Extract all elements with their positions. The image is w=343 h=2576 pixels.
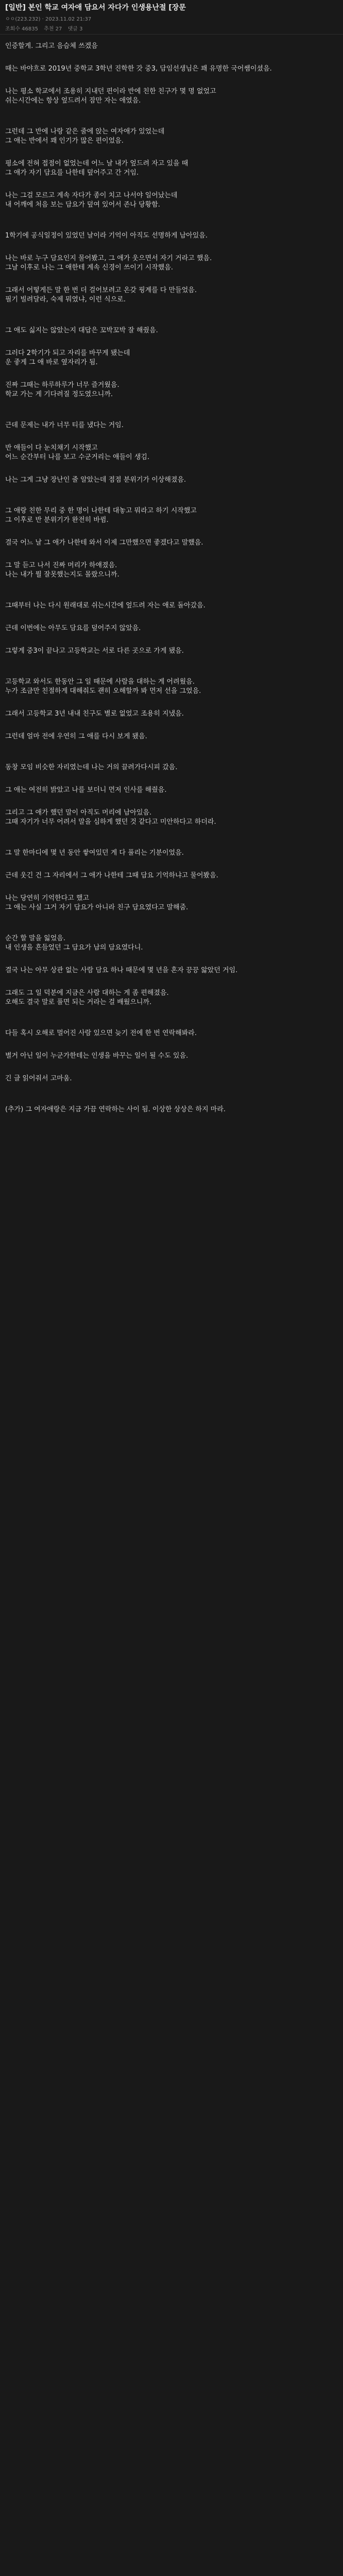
paragraph-line: 그런데 얼마 전에 우연히 그 애를 다시 보게 됐음.	[5, 733, 147, 740]
paragraph-line: 그날 이후로 나는 그 애한테 계속 신경이 쓰이기 시작했음.	[5, 264, 174, 272]
paragraph	[5, 934, 338, 953]
paragraph	[5, 231, 338, 241]
paragraph	[5, 127, 338, 146]
paragraph-line: 근데 웃긴 건 그 자리에서 그 애가 나한테 그때 담요 기억하냐고 물어봤음.	[5, 872, 218, 879]
paragraph-line: 그런데 그 반에 나랑 같은 줄에 앉는 여자애가 있었는데	[5, 128, 165, 135]
paragraph-line: 학교 가는 게 기다려질 정도였으니까.	[5, 391, 113, 398]
paragraph-line: 근데 이번에는 아무도 담요를 덮어주지 않았음.	[5, 624, 141, 632]
paragraph	[5, 286, 338, 304]
paragraph-line: 나는 내가 뭘 잘못했는지도 몰랐으니까.	[5, 571, 119, 579]
paragraph-line: 그렇게 중3이 끝나고 고등학교는 서로 다른 곳으로 가게 됐음.	[5, 647, 184, 655]
paragraph-line: 그때 자기가 너무 어려서 말을 심하게 했던 것 같다고 미안하다고 하더라.	[5, 818, 216, 826]
paragraph	[5, 159, 338, 178]
paragraph	[5, 763, 338, 772]
paragraph-line: 누가 조금만 친절하게 대해줘도 괜히 오해할까 봐 먼저 선을 그었음.	[5, 687, 201, 695]
paragraph	[5, 476, 338, 485]
paragraph-line: 필기 빌려달라, 숙제 뭐였냐, 이런 식으로.	[5, 296, 126, 303]
paragraph	[5, 1052, 338, 1061]
paragraph-line: 그래도 그 일 덕분에 지금은 사람 대하는 게 좀 편해졌음.	[5, 989, 169, 997]
paragraph-line: 때는 바야흐로 2019년 중학교 3학년 진학한 갓 중3, 담임선생님은 꽤 유명한 국어쌤이셨음.	[5, 65, 272, 73]
paragraph-line: 고등학교 와서도 한동안 그 일 때문에 사람을 대하는 게 어려웠음.	[5, 678, 195, 686]
paragraph	[5, 506, 338, 525]
paragraph-line: 결국 나는 아무 상관 없는 사람 담요 하나 때문에 몇 년을 혼자 끙끙 앓았던 거임.	[5, 967, 238, 974]
paragraph	[5, 444, 338, 462]
paragraph-line: 나는 평소 학교에서 조용히 지내던 편이라 반에 친한 친구가 몇 명 없었고	[5, 88, 216, 95]
paragraph-line: 동창 모임 비슷한 자리였는데 나는 거의 끌려가다시피 갔음.	[5, 764, 178, 771]
paragraph-line: 그래서 어떻게든 말 한 번 더 걸어보려고 온갖 핑계를 다 만들었음.	[5, 286, 197, 294]
paragraph	[5, 561, 338, 580]
paragraph	[5, 191, 338, 210]
paragraph	[5, 989, 338, 1007]
paragraph-line: 별거 아닌 일이 누군가한테는 인생을 바꾸는 일이 될 수도 있음.	[5, 1052, 188, 1060]
recommend-count: 추천 27	[44, 26, 62, 32]
paragraph-line: 그 애는 사실 그거 자기 담요가 아니라 친구 담요였다고 말해줌.	[5, 904, 188, 911]
paragraph	[5, 709, 338, 719]
paragraph-line: 나는 바로 누구 담요인지 물어봤고, 그 애가 웃으면서 자기 거라고 했음.	[5, 255, 212, 262]
paragraph-line: 근데 문제는 내가 너무 티를 냈다는 거임.	[5, 421, 124, 429]
paragraph-line: 다들 혹시 오해로 멀어진 사람 있으면 늦기 전에 한 번 연락해봐라.	[5, 1029, 197, 1037]
paragraph-line: 나는 그걸 모르고 계속 자다가 종이 치고 나서야 일어났는데	[5, 192, 178, 199]
paragraph-line: 그러다 2학기가 되고 자리를 바꾸게 됐는데	[5, 349, 130, 357]
paragraph	[5, 1029, 338, 1038]
paragraph	[5, 421, 338, 430]
paragraph	[5, 538, 338, 548]
paragraph-line: 긴 글 읽어줘서 고마움.	[5, 1075, 72, 1082]
paragraph-line: 나는 당연히 기억한다고 했고	[5, 894, 90, 902]
paragraph	[5, 326, 338, 335]
paragraph-line: 반 애들이 다 눈치채기 시작했고	[5, 444, 98, 452]
paragraph-line: 나는 그게 그냥 장난인 줄 알았는데 점점 분위기가 이상해졌음.	[5, 476, 186, 484]
paragraph-line: 내 어깨에 처음 보는 담요가 덮여 있어서 존나 당황함.	[5, 201, 160, 209]
paragraph-line: 그리고 그 애가 했던 말이 아직도 머리에 남아있음.	[5, 809, 152, 817]
paragraph	[5, 349, 338, 367]
paragraph	[5, 601, 338, 611]
paragraph	[5, 894, 338, 912]
paragraph-line: 1학기에 공식일정이 있었던 날이라 기억이 아직도 선명하게 남아있음.	[5, 232, 208, 240]
paragraph	[5, 42, 338, 51]
paragraph-line: 그때부터 나는 다시 원래대로 쉬는시간에 엎드려 자는 애로 돌아갔음.	[5, 602, 205, 609]
paragraph-line: 진짜 그때는 하루하루가 너무 즐거웠음.	[5, 381, 119, 389]
paragraph-line: 그 이후로 반 분위기가 완전히 바뀜.	[5, 516, 109, 524]
paragraph-line: 그 애는 여전히 밝았고 나를 보더니 먼저 인사를 해줬음.	[5, 786, 167, 794]
post-meta: ㅇㅇ(223.232) · 2023.11.02 21:37	[5, 16, 92, 22]
paragraph	[5, 647, 338, 656]
paragraph	[5, 786, 338, 795]
paragraph	[5, 381, 338, 399]
paragraph-line: 결국 어느 날 그 애가 나한테 와서 이제 그만했으면 좋겠다고 말했음.	[5, 539, 203, 547]
paragraph	[5, 1074, 338, 1083]
paragraph	[5, 1105, 338, 1114]
paragraph-line: 그래서 고등학교 3년 내내 친구도 별로 없었고 조용히 지냈음.	[5, 710, 184, 718]
post-body	[0, 35, 343, 1128]
paragraph-line: (추가) 그 여자애랑은 지금 가끔 연락하는 사이 됨. 이상한 상상은 하지 마라.	[5, 1106, 226, 1113]
paragraph	[5, 624, 338, 633]
paragraph-line: 그 애랑 친한 무리 중 한 명이 나한테 대놓고 뭐라고 하기 시작했고	[5, 507, 197, 515]
paragraph	[5, 966, 338, 975]
paragraph	[5, 87, 338, 106]
paragraph-line: 쉬는시간에는 항상 엎드려서 잠만 자는 애였음.	[5, 97, 141, 105]
paragraph	[5, 254, 338, 273]
paragraph-line: 운 좋게 그 애 바로 옆자리가 됨.	[5, 359, 98, 366]
paragraph-line: 인증할게. 그리고 음슴체 쓰겠음	[5, 42, 98, 50]
paragraph-line: 그 애도 싫지는 않았는지 대답은 꼬박꼬박 잘 해줬음.	[5, 327, 158, 334]
paragraph	[5, 871, 338, 880]
paragraph	[5, 808, 338, 827]
paragraph-line: 그 말 듣고 나서 진짜 머리가 하얘졌음.	[5, 562, 117, 569]
view-count: 조회수 46835	[5, 26, 38, 32]
paragraph-line: 그 애가 자기 담요를 나한테 덮어주고 간 거임.	[5, 169, 139, 177]
paragraph	[5, 849, 338, 858]
post-header	[0, 0, 343, 35]
post-stats	[5, 22, 338, 32]
paragraph-line: 어느 순간부터 나를 보고 수군거리는 애들이 생김.	[5, 453, 150, 461]
paragraph-line: 내 인생을 흔들었던 그 담요가 남의 담요였다니.	[5, 944, 143, 952]
paragraph	[5, 732, 338, 741]
paragraph-line: 그 말 한마디에 몇 년 동안 쌓여있던 게 다 풀리는 기분이었음.	[5, 849, 184, 857]
paragraph-line: 그 애는 반에서 꽤 인기가 많은 편이었음.	[5, 137, 124, 145]
paragraph	[5, 64, 338, 74]
post-title: [일반] 본인 학교 여자애 담요서 자다가 인생용난절 [장문	[5, 4, 186, 12]
paragraph-line: 오해도 결국 말로 풀면 되는 거라는 걸 배웠으니까.	[5, 998, 152, 1006]
paragraph	[5, 677, 338, 696]
paragraph-line: 순간 할 말을 잃었음.	[5, 935, 65, 942]
paragraph-line: 평소에 전혀 접점이 없었는데 어느 날 내가 엎드려 자고 있을 때	[5, 160, 188, 167]
comment-count: 댓글 3	[67, 26, 83, 32]
